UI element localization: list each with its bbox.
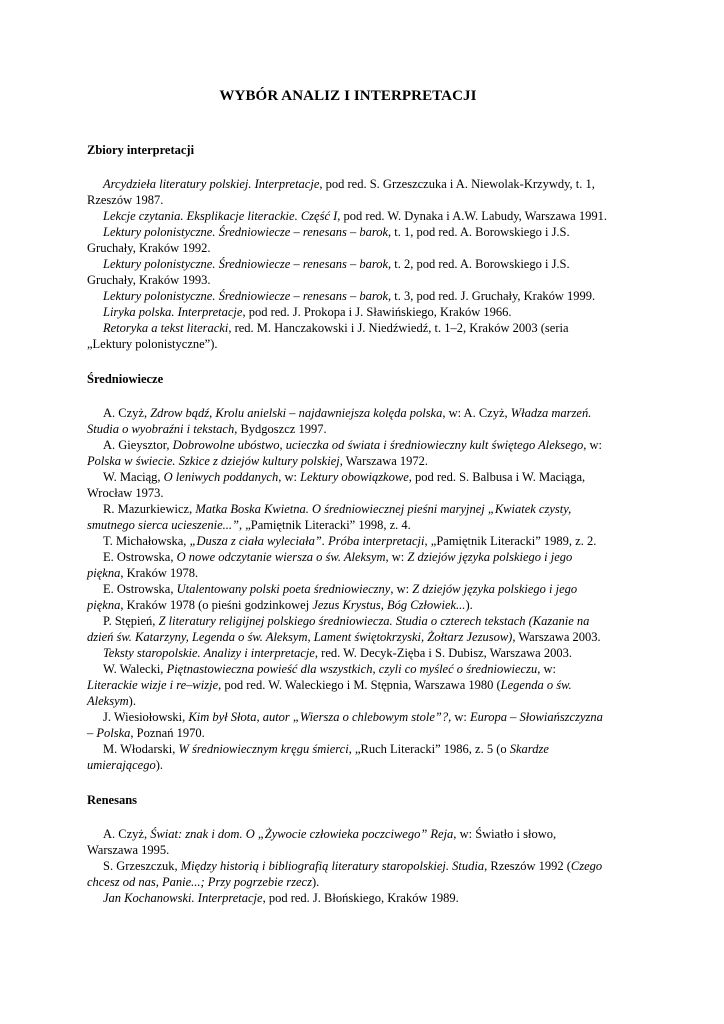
- bibliography-entry: [87, 709, 607, 741]
- entry-text: , pod red. S. Balbusa i W. Maciąga, Wrocław 1973.: [87, 470, 586, 500]
- entry-title-text: Z dziejów języka polskiego i jego piękna: [87, 582, 578, 612]
- entry-title-text: Świat: znak i dom. O „Żywocie człowieka poczciwego” Reja,: [150, 827, 457, 841]
- section-heading-zbiory: Zbiory interpretacji: [87, 143, 195, 157]
- entry-text: J. Wiesiołowski,: [103, 710, 189, 724]
- entry-title-text: Lektury obowiązkowe: [300, 470, 409, 484]
- entry-text: , red. M. Hanczakowski i J. Niedźwiedź, t. 1–2, Kraków 2003 (seria „Lektury polonistyczne”).: [87, 321, 569, 351]
- entry-text: , Warszawa 1972.: [339, 454, 429, 468]
- entry-text: A. Czyż,: [103, 406, 151, 420]
- entry-title-text: W średniowiecznym kręgu śmierci: [178, 742, 349, 756]
- entry-title-text: Jezus Krystus, Bóg Człowiek...: [312, 598, 466, 612]
- bibliography-entry: [87, 501, 607, 533]
- entry-text: ).: [465, 598, 473, 612]
- entry-title-text: Liryka polska. Interpretacje: [103, 305, 243, 319]
- entry-text: , red. W. Decyk-Zięba i S. Dubisz, Warszawa 2003.: [314, 646, 572, 660]
- entry-title-text: Arcydzieła literatury polskiej. Interpretacje: [103, 177, 320, 191]
- entry-text: T. Michałowska,: [103, 534, 190, 548]
- entry-title-text: Polska w świecie. Szkice z dziejów kultury polskiej: [87, 454, 340, 468]
- entry-text: , pod red. W. Dynaka i A.W. Labudy, Warszawa 1991.: [337, 209, 607, 223]
- bibliography-entry: [87, 581, 607, 613]
- entry-text: W. Maciąg,: [103, 470, 164, 484]
- entry-title-text: Retoryka a tekst literacki: [103, 321, 229, 335]
- entry-text: , „Pamiętnik Literacki” 1998, z. 4.: [238, 518, 411, 532]
- entry-text: , t. 3, pod red. J. Gruchały, Kraków 1999.: [388, 289, 596, 303]
- entry-text: A. Czyż,: [103, 827, 151, 841]
- section-heading-renesans: Renesans: [87, 793, 138, 807]
- entry-text: , „Ruch Literacki” 1986, z. 5 (o: [348, 742, 510, 756]
- entry-text: , Poznań 1970.: [130, 726, 205, 740]
- entry-title-text: Kim był Słota, autor „Wiersza o chlebowym stole”?,: [188, 710, 452, 724]
- entry-text: w:: [451, 710, 470, 724]
- entry-title-text: „Dusza z ciała wyleciała”. Próba interpretacji: [189, 534, 425, 548]
- bibliography-entry: [87, 437, 607, 469]
- spacer: [87, 104, 607, 142]
- entry-title-text: Teksty staropolskie. Analizy i interpretacje: [103, 646, 315, 660]
- entry-text: P. Stępień,: [103, 614, 159, 628]
- entry-text: W. Walecki,: [103, 662, 167, 676]
- bibliography-entry: [87, 645, 607, 661]
- entry-text: R. Mazurkiewicz,: [103, 502, 196, 516]
- entry-title-text: O leniwych poddanych: [163, 470, 279, 484]
- bibliography-entry: [87, 256, 607, 288]
- entry-title-text: Władza marzeń. Studia o wyobraźni i tekstach: [87, 406, 592, 436]
- entry-text: w: Światło i słowo, Warszawa 1995.: [87, 827, 557, 857]
- bibliography-entry: [87, 533, 607, 549]
- entry-title-text: Skardze umierającego: [87, 742, 549, 772]
- entry-text: , w:: [583, 438, 602, 452]
- spacer: [87, 352, 607, 371]
- entry-text: , t. 2, pod red. A. Borowskiego i J.S. Gruchały, Kraków 1993.: [87, 257, 570, 287]
- spacer: [87, 808, 607, 826]
- entry-title-text: O nowe odczytanie wiersza o św. Aleksym: [176, 550, 386, 564]
- bibliography-entry: [87, 320, 607, 352]
- entry-text: , pod red. W. Waleckiego i M. Stępnia, Warszawa 1980 (: [218, 678, 501, 692]
- entry-title-text: Lektury polonistyczne. Średniowiecze – renesans – barok: [103, 289, 389, 303]
- entry-text: ).: [311, 875, 320, 889]
- entry-title-text: Literackie wizje i re–wizje: [87, 678, 219, 692]
- entry-text: E. Ostrowska,: [103, 582, 177, 596]
- entry-title-text: Europa – Słowiańszczyzna – Polska: [87, 710, 603, 740]
- bibliography-entry: [87, 405, 607, 437]
- entry-text: , w:: [537, 662, 556, 676]
- section-entries: [87, 176, 607, 352]
- bibliography-entry: [87, 890, 607, 906]
- entry-title-text: Czego chcesz od nas, Panie...; Przy pogrzebie rzecz: [87, 859, 603, 889]
- entry-text: , w:: [385, 550, 408, 564]
- entry-text: M. Włodarski,: [103, 742, 179, 756]
- entry-text: , pod red. J. Błońskiego, Kraków 1989.: [262, 891, 459, 905]
- entry-text: A. Gieysztor,: [103, 438, 173, 452]
- bibliography-entry: [87, 176, 607, 208]
- entry-title-text: Dobrowolne ubóstwo, ucieczka od świata i średniowieczny kult świętego Aleksego: [172, 438, 584, 452]
- section-entries: [87, 405, 607, 773]
- bibliography-entry: [87, 224, 607, 256]
- bibliography-entry: [87, 741, 607, 773]
- bibliography-entry: [87, 826, 607, 858]
- entry-title-text: Utalentowany polski poeta średniowieczny: [176, 582, 391, 596]
- entry-title-text: Lektury polonistyczne. Średniowiecze – renesans – barok: [103, 257, 389, 271]
- entry-text: , Bydgoszcz 1997.: [234, 422, 327, 436]
- bibliography-entry: [87, 858, 607, 890]
- entry-text: , Warszawa 2003.: [512, 630, 601, 644]
- entry-title-text: Między historią i bibliografią literatury staropolskiej. Studia: [180, 859, 485, 873]
- bibliography-entry: [87, 661, 607, 709]
- entry-text: ).: [128, 694, 136, 708]
- entry-text: , w:: [390, 582, 413, 596]
- bibliography-entry: [87, 288, 607, 304]
- entry-title-text: Legenda o św. Aleksym: [87, 678, 572, 708]
- spacer: [87, 158, 607, 176]
- entry-title-text: Jan Kochanowski. Interpretacje: [103, 891, 263, 905]
- entry-text: E. Ostrowska,: [103, 550, 177, 564]
- spacer: [87, 773, 607, 792]
- section-entries: [87, 826, 607, 906]
- entry-title-text: Z dziejów języka polskiego i jego piękna: [87, 550, 573, 580]
- entry-title-text: Z literatury religijnej polskiego średniowiecza. Studia o czterech tekstach (Kazanie na dzień św. Katarzyny, Legenda o św. Aleksym, Lament świętokrzyski, Żołtarz Jezusow): [87, 614, 590, 644]
- entry-title-text: Lekcje czytania. Eksplikacje literackie. Część I: [103, 209, 338, 223]
- entry-title-text: Zdrow bądź, Krolu anielski – najdawniejsza kolęda polska: [150, 406, 443, 420]
- bibliography-entry: [87, 304, 607, 320]
- entry-text: , pod red. S. Grzeszczuka i A. Niewolak-Krzywdy, t. 1, Rzeszów 1987.: [87, 177, 595, 207]
- entry-text: , Kraków 1978 (o pieśni godzinkowej: [120, 598, 313, 612]
- entry-title-text: Piętnastowieczna powieść dla wszystkich, czyli co myśleć o średniowieczu: [166, 662, 538, 676]
- entry-title-text: Matka Boska Kwietna. O średniowiecznej pieśni maryjnej „Kwiatek czysty, smutnego sierca ucieszenie...”: [87, 502, 572, 532]
- entry-text: , t. 1, pod red. A. Borowskiego i J.S. Gruchały, Kraków 1992.: [87, 225, 570, 255]
- entry-text: , pod red. J. Prokopa i J. Sławińskiego, Kraków 1966.: [242, 305, 512, 319]
- entry-text: , Rzeszów 1992 (: [484, 859, 571, 873]
- entry-text: , w:: [278, 470, 301, 484]
- document-page: [87, 88, 607, 906]
- entry-text: , Kraków 1978.: [120, 566, 199, 580]
- bibliography-entry: [87, 613, 607, 645]
- page-title: WYBÓR ANALIZ I INTERPRETACJI: [219, 88, 477, 104]
- entry-text: S. Grzeszczuk,: [103, 859, 181, 873]
- section-heading-sredniowiecze: Średniowiecze: [87, 372, 164, 386]
- spacer: [87, 387, 607, 405]
- entry-text: , w: A. Czyż,: [442, 406, 511, 420]
- entry-text: ).: [155, 758, 164, 772]
- bibliography-entry: [87, 549, 607, 581]
- bibliography-entry: [87, 208, 607, 224]
- entry-title-text: Lektury polonistyczne. Średniowiecze – renesans – barok: [103, 225, 389, 239]
- entry-text: , „Pamiętnik Literacki” 1989, z. 2.: [424, 534, 597, 548]
- bibliography-entry: [87, 469, 607, 501]
